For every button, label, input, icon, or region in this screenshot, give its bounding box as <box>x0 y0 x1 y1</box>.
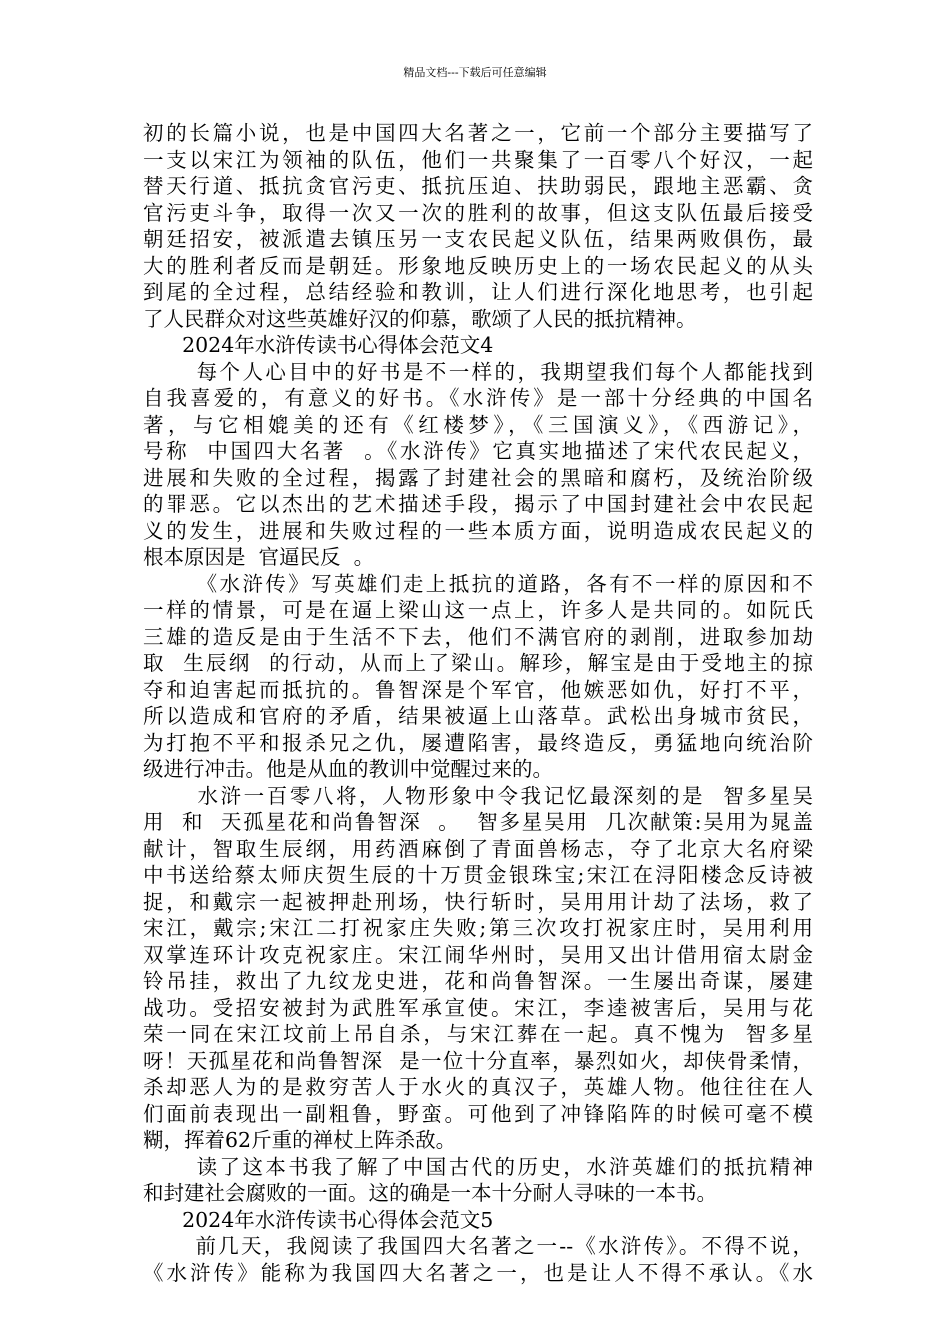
text-line: 捉，和戴宗一起被押赴刑场，快行斩时，吴用用计劫了法场，救了 <box>143 889 813 914</box>
text-line: 号称 中国四大名著 。《水浒传》它真实地描述了宋代农民起义， <box>143 439 813 463</box>
text-line: 用 和 天孤星花和尚鲁智深 。 智多星吴用 几次献策:吴用为晁盖 <box>143 810 813 834</box>
text-line: 义的发生，进展和失败过程的一些本质方面，说明造成农民起义的 <box>143 518 813 543</box>
text-line: 们面前表现出一副粗鲁，野蛮。可他到了冲锋陷阵的时候可毫不模 <box>143 1101 813 1126</box>
text-line: 三雄的造反是由于生活不下去，他们不满官府的剥削，进取参加劫 <box>143 624 813 649</box>
text-line: 和封建社会腐败的一面。这的确是一本十分耐人寻味的一本书。 <box>143 1181 717 1205</box>
text-line: 自我喜爱的，有意义的好书。《水浒传》是一部十分经典的中国名 <box>143 386 813 410</box>
text-line: 夺和迫害起而抵抗的。鲁智深是个军官，他嫉恶如仇，好打不平， <box>143 677 813 702</box>
text-line: 初的长篇小说，也是中国四大名著之一，它前一个部分主要描写了 <box>143 121 813 145</box>
text-line: 根本原因是 官逼民反 。 <box>143 545 375 569</box>
document-body <box>143 120 813 1286</box>
text-line: 战功。受招安被封为武胜军承宣使。宋江，李逵被害后，吴用与花 <box>143 995 813 1020</box>
text-line: 《水浒传》能称为我国四大名著之一，也是让人不得不承认。《水 <box>143 1260 813 1285</box>
text-line: 为打抱不平和报杀兄之仇，屡遭陷害，最终造反，勇猛地向统治阶 <box>143 730 813 755</box>
text-line: 所以造成和官府的矛盾，结果被逼上山落草。武松出身城市贫民， <box>143 704 813 728</box>
section-heading: 2024年水浒传读书心得体会范文4 <box>143 333 494 357</box>
text-line: 中书送给蔡太师庆贺生辰的十万贯金银珠宝;宋江在浔阳楼念反诗被 <box>143 863 813 887</box>
text-line: 献计，智取生辰纲，用药酒麻倒了青面兽杨志，夺了北京大名府梁 <box>143 836 813 861</box>
text-line: 杀却恶人为的是救穷苦人于水火的真汉子，英雄人物。他往往在人 <box>143 1075 813 1099</box>
text-line: 进展和失败的全过程，揭露了封建社会的黑暗和腐朽，及统治阶级 <box>143 465 813 490</box>
text-line: 一支以宋江为领袖的队伍，他们一共聚集了一百零八个好汉，一起 <box>143 147 813 172</box>
text-line: 前几天，我阅读了我国四大名著之一--《水浒传》。不得不说， <box>143 1234 813 1258</box>
text-line: 级进行冲击。他是从血的教训中觉醒过来的。 <box>143 757 553 781</box>
text-line: 大的胜利者反而是朝廷。形象地反映历史上的一场农民起义的从头 <box>143 253 813 278</box>
text-line: 替天行道、抵抗贪官污吏、抵抗压迫、扶助弱民，跟地主恶霸、贪 <box>143 174 813 198</box>
text-line: 糊，挥着62斤重的禅杖上阵杀敌。 <box>143 1128 457 1152</box>
text-line: 双掌连环计攻克祝家庄。宋江闹华州时，吴用又出计借用宿太尉金 <box>143 942 813 967</box>
text-line: 著，与它相媲美的还有《红楼梦》，《三国演义》，《西游记》， <box>143 412 813 437</box>
text-line: 朝廷招安，被派遣去镇压另一支农民起义队伍，结果两败俱伤，最 <box>143 227 813 251</box>
text-line: 官污吏斗争，取得一次又一次的胜利的故事，但这支队伍最后接受 <box>143 200 813 225</box>
page-header: 精品文档---下载后可任意编辑 <box>403 66 547 79</box>
text-line: 荣一同在宋江坟前上吊自杀，与宋江葬在一起。真不愧为 智多星 <box>143 1022 813 1046</box>
text-line: 《水浒传》写英雄们走上抵抗的道路，各有不一样的原因和不 <box>143 571 813 596</box>
text-line: 水浒一百零八将，人物形象中令我记忆最深刻的是 智多星吴 <box>143 783 813 808</box>
text-line: 了人民群众对这些英雄好汉的仰慕，歌颂了人民的抵抗精神。 <box>143 306 697 331</box>
text-line: 宋江，戴宗;宋江二打祝家庄失败;第三次攻打祝家庄时，吴用利用 <box>143 916 813 940</box>
section-heading: 2024年水浒传读书心得体会范文5 <box>143 1207 494 1232</box>
text-line: 取 生辰纲 的行动，从而上了梁山。解珍，解宝是由于受地主的掠 <box>143 651 813 675</box>
text-line: 一样的情景，可是在逼上梁山这一点上，许多人是共同的。如阮氏 <box>143 598 813 622</box>
text-line: 铃吊挂，救出了九纹龙史进，花和尚鲁智深。一生屡出奇谋，屡建 <box>143 969 813 993</box>
text-line: 每个人心目中的好书是不一样的，我期望我们每个人都能找到 <box>143 359 813 384</box>
text-line: 读了这本书我了解了中国古代的历史，水浒英雄们的抵抗精神 <box>143 1154 813 1179</box>
text-line: 呀！天孤星花和尚鲁智深 是一位十分直率，暴烈如火，却侠骨柔情， <box>143 1048 813 1073</box>
text-line: 的罪恶。它以杰出的艺术描述手段，揭示了中国封建社会中农民起 <box>143 492 813 516</box>
text-line: 到尾的全过程，总结经验和教训，让人们进行深化地思考，也引起 <box>143 280 813 304</box>
